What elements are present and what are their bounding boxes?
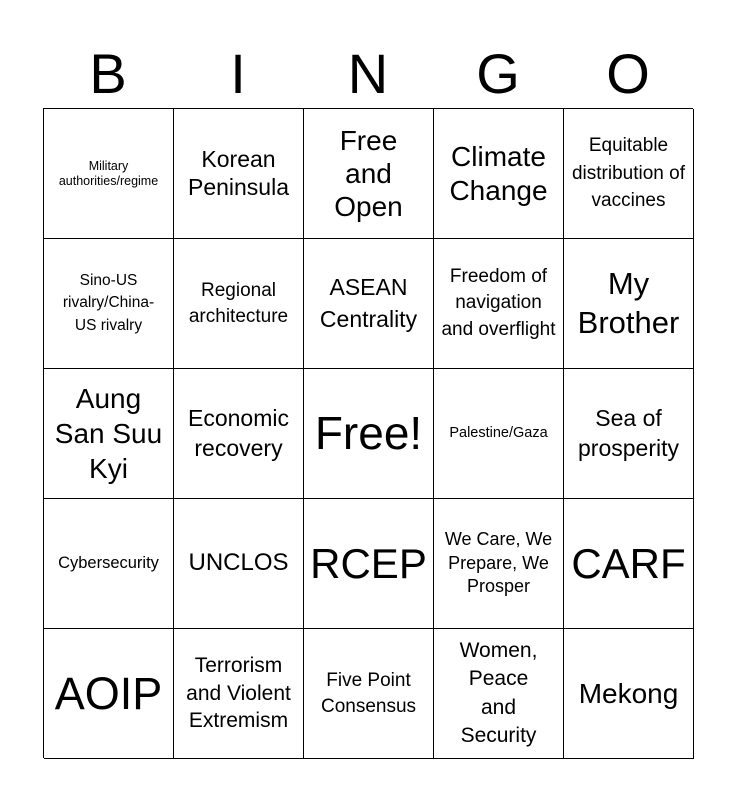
cell-label: Women, Peace and Security: [459, 638, 538, 747]
bingo-cell-r5c1[interactable]: [44, 629, 174, 759]
cell-label: RCEP: [310, 539, 427, 587]
bingo-card: [43, 108, 693, 758]
cell-label: Sea of prosperity: [578, 404, 679, 461]
bingo-cell-r3c1[interactable]: [44, 369, 174, 499]
bingo-cell-r2c2[interactable]: [174, 239, 304, 369]
cell-label: Mekong: [578, 677, 679, 709]
cell-label: Five Point Consensus: [320, 669, 417, 717]
bingo-cell-r4c1[interactable]: [44, 499, 174, 629]
header-letter-o: O: [606, 42, 650, 105]
cell-label: Palestine/Gaza: [449, 424, 548, 441]
bingo-cell-r2c5[interactable]: [564, 239, 694, 369]
bingo-cell-r2c4[interactable]: [434, 239, 564, 369]
cell-label: Freedom of navigation and overflight: [441, 266, 556, 340]
cell-label: Military authorities/regime: [58, 158, 159, 188]
bingo-header: [43, 40, 693, 108]
bingo-cell-r5c4[interactable]: [434, 629, 564, 759]
header-letter-b: B: [89, 42, 127, 105]
cell-label: Terrorism and Violent Extremism: [186, 653, 291, 733]
cell-label: Korean Peninsula: [187, 146, 290, 200]
bingo-cell-r1c2[interactable]: [174, 109, 304, 239]
bingo-cell-r2c1[interactable]: [44, 239, 174, 369]
cell-label: Economic recovery: [188, 404, 289, 461]
bingo-cell-r4c4[interactable]: [434, 499, 564, 629]
free-space-label: Free!: [314, 407, 423, 460]
cell-label: ASEAN Centrality: [319, 274, 418, 332]
cell-label: Free and Open: [334, 124, 403, 223]
bingo-cell-r2c3[interactable]: [304, 239, 434, 369]
bingo-cell-r4c3[interactable]: [304, 499, 434, 629]
cell-label: CARF: [571, 539, 686, 587]
cell-label: Equitable distribution of vaccines: [571, 135, 685, 212]
cell-label: UNCLOS: [188, 549, 289, 577]
cell-label: AOIP: [54, 667, 163, 719]
cell-label: Cybersecurity: [58, 553, 159, 572]
bingo-cell-r3c5[interactable]: [564, 369, 694, 499]
bingo-cell-r3c4[interactable]: [434, 369, 564, 499]
bingo-cell-r1c5[interactable]: [564, 109, 694, 239]
cell-label: Sino-US rivalry/China-US rivalry: [62, 271, 155, 334]
cell-label: My Brother: [577, 265, 680, 340]
bingo-cell-r1c3[interactable]: [304, 109, 434, 239]
bingo-cell-r5c2[interactable]: [174, 629, 304, 759]
bingo-cell-r1c1[interactable]: [44, 109, 174, 239]
bingo-cell-r3c3-free[interactable]: [304, 369, 434, 499]
header-letter-i: I: [230, 42, 246, 105]
cell-label: Aung San Suu Kyi: [54, 383, 163, 484]
bingo-cell-r5c3[interactable]: [304, 629, 434, 759]
bingo-cell-r3c2[interactable]: [174, 369, 304, 499]
cell-label: Regional architecture: [188, 279, 289, 327]
cell-label: We Care, We Prepare, We Prosper: [444, 529, 553, 597]
bingo-cell-r4c5[interactable]: [564, 499, 694, 629]
cell-label: Climate Change: [449, 141, 548, 206]
bingo-cell-r5c5[interactable]: [564, 629, 694, 759]
bingo-cell-r4c2[interactable]: [174, 499, 304, 629]
bingo-cell-r1c4[interactable]: [434, 109, 564, 239]
header-letter-n: N: [347, 42, 389, 105]
header-letter-g: G: [476, 42, 520, 105]
